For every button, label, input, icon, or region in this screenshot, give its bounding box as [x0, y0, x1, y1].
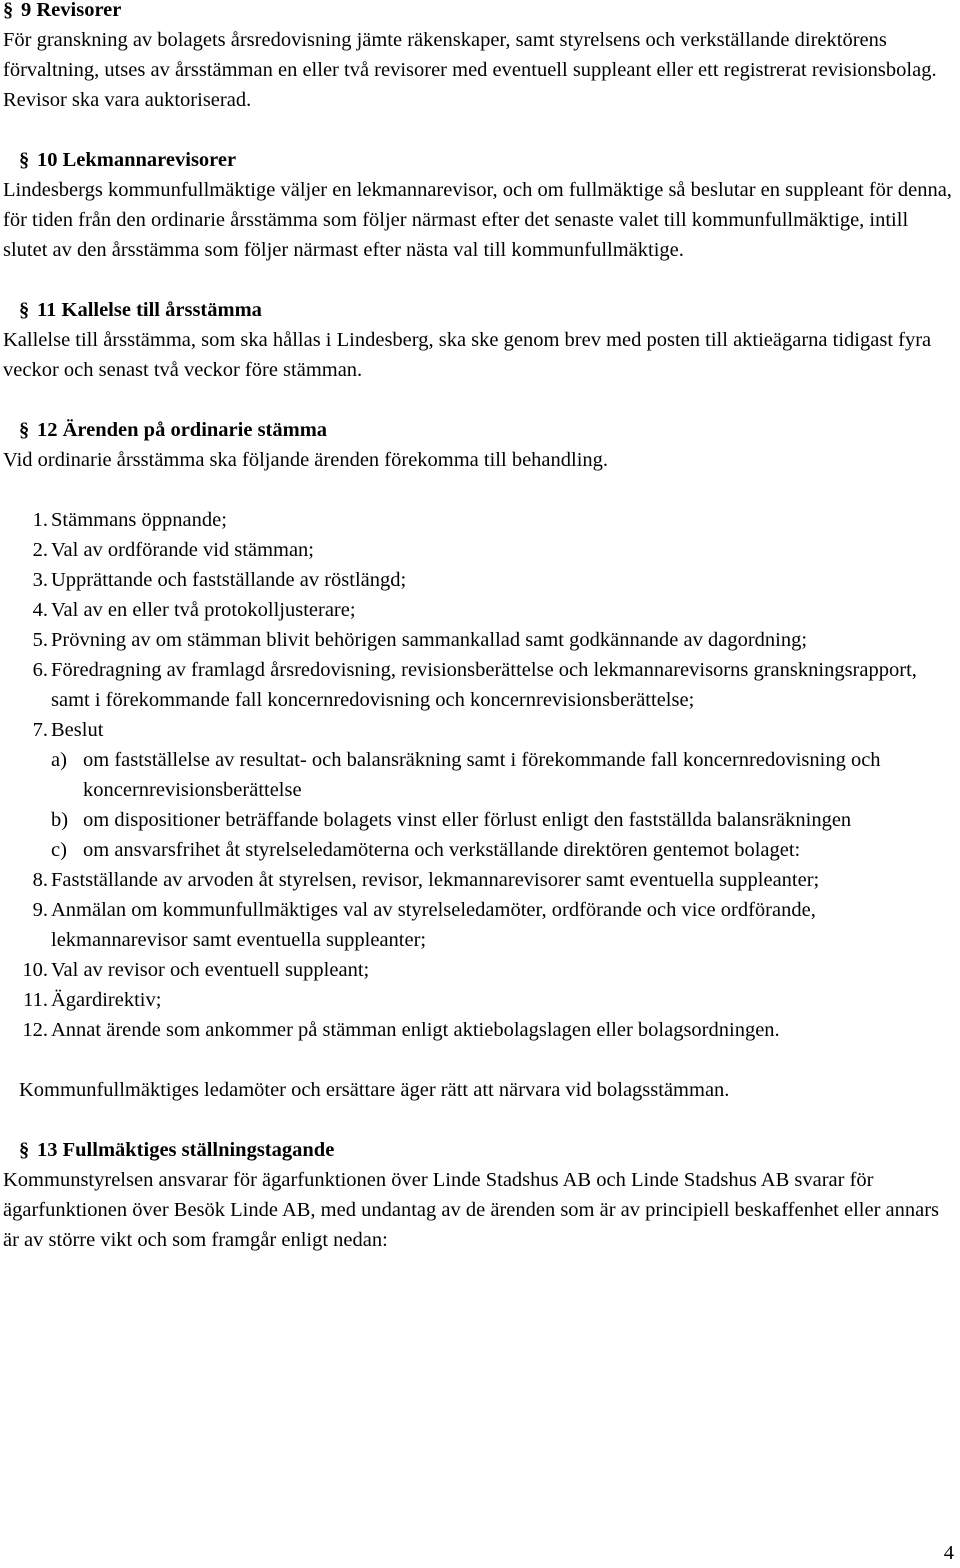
list-number: 2. — [32, 539, 48, 561]
list-text: Upprättande och fastställande av röstlängd; — [51, 569, 407, 591]
sub-list-item — [51, 805, 955, 835]
section-symbol: § — [19, 149, 30, 171]
section-title: 10 Lekmannarevisorer — [37, 149, 237, 171]
document-page — [3, 0, 955, 1255]
section-symbol: § — [19, 299, 30, 321]
section-13 — [3, 1135, 955, 1255]
list-number: 7. — [32, 719, 48, 741]
list-text: Ägardirektiv; — [51, 989, 162, 1011]
list-item — [3, 1015, 955, 1045]
section-heading — [3, 145, 955, 175]
list-number: 8. — [32, 869, 48, 891]
section-text: För granskning av bolagets årsredovisning jämte räkenskaper, samt styrelsens och verkställande direktörens förvaltning, utses av årsstämman en eller två revisorer med eventuell suppleant eller ett registrerat revisionsbolag. Revisor ska vara auktoriserad. — [3, 29, 937, 111]
list-number: 3. — [32, 569, 48, 591]
section-text: Vid ordinarie årsstämma ska följande ärenden förekomma till behandling. — [3, 449, 609, 471]
section-text: Kommunstyrelsen ansvarar för ägarfunktionen över Linde Stadshus AB och Linde Stadshus AB svarar för ägarfunktionen över Besök Linde AB, med undantag av de ärenden som är av principiell beskaffenhet eller annars är av större vikt och som framgår enligt nedan: — [3, 1169, 940, 1251]
sub-list-text: om ansvarsfrihet åt styrelseledamöterna och verkställande direktören gentemot bolaget: — [83, 839, 801, 861]
sub-list-letter: a) — [51, 749, 67, 771]
section-title: 13 Fullmäktiges ställningstagande — [37, 1139, 335, 1161]
section-heading — [3, 415, 955, 445]
list-number: 5. — [32, 629, 48, 651]
list-item — [3, 715, 955, 865]
list-item — [3, 955, 955, 985]
list-number: 4. — [32, 599, 48, 621]
list-item — [3, 625, 955, 655]
list-number: 11. — [23, 989, 48, 1011]
section-9 — [3, 0, 955, 115]
list-text: Föredragning av framlagd årsredovisning, revisionsberättelse och lekmannarevisorns granskningsrapport, samt i förekommande fall koncernredovisning och koncernrevisionsberättelse; — [51, 659, 917, 711]
list-text: Anmälan om kommunfullmäktiges val av styrelseledamöter, ordförande och vice ordförande, lekmannarevisor samt eventuella suppleanter; — [51, 899, 816, 951]
section-text: Kallelse till årsstämma, som ska hållas i Lindesberg, ska ske genom brev med posten till aktieägarna tidigast fyra veckor och senast två veckor före stämman. — [3, 329, 932, 381]
list-text: Val av en eller två protokolljusterare; — [51, 599, 356, 621]
list-text: Beslut — [51, 719, 104, 741]
section-symbol: § — [19, 1139, 30, 1161]
list-number: 12. — [22, 1019, 48, 1041]
list-item — [3, 985, 955, 1015]
list-text: Annat ärende som ankommer på stämman enligt aktiebolagslagen eller bolagsordningen. — [51, 1019, 780, 1041]
list-number: 1. — [32, 509, 48, 531]
section-heading — [3, 1135, 955, 1165]
list-item — [3, 895, 955, 955]
section-symbol: § — [3, 0, 14, 21]
section-title: 11 Kallelse till årsstämma — [37, 299, 262, 321]
sub-list-letter: c) — [51, 839, 67, 861]
section-symbol: § — [19, 419, 30, 441]
section-title: 12 Ärenden på ordinarie stämma — [37, 419, 328, 441]
list-item — [3, 865, 955, 895]
section-text: Lindesbergs kommunfullmäktige väljer en lekmannarevisor, och om fullmäktige så beslutar en suppleant för denna, för tiden från den ordinarie årsstämma som följer närmast efter det senaste valet till kommunfullmäktige, intill slutet av den årsstämma som följer närmast efter nästa val till kommunfullmäktige. — [3, 179, 952, 261]
list-text: Val av revisor och eventuell suppleant; — [51, 959, 370, 981]
section-heading — [3, 295, 955, 325]
list-number: 9. — [32, 899, 48, 921]
list-item-body — [48, 715, 955, 865]
list-text: Prövning av om stämman blivit behörigen sammankallad samt godkännande av dagordning; — [51, 629, 808, 651]
section-10 — [3, 145, 955, 265]
section-title: 9 Revisorer — [21, 0, 122, 21]
list-item — [3, 655, 955, 715]
list-text: Val av ordförande vid stämman; — [51, 539, 315, 561]
list-item — [3, 535, 955, 565]
list-item — [3, 595, 955, 625]
list-number: 10. — [22, 959, 48, 981]
attendance-note: Kommunfullmäktiges ledamöter och ersättare äger rätt att närvara vid bolagsstämman. — [19, 1079, 730, 1101]
sub-list-item — [51, 835, 955, 865]
list-text: Stämmans öppnande; — [51, 509, 227, 531]
section-heading — [3, 0, 955, 25]
page-number: 4 — [943, 1542, 954, 1564]
sub-list-text: om dispositioner beträffande bolagets vinst eller förlust enligt den fastställda balansräkningen — [83, 809, 852, 831]
sub-list-letter: b) — [51, 809, 69, 831]
section-11 — [3, 295, 955, 385]
sub-list — [51, 745, 955, 865]
sub-list-text: om fastställelse av resultat- och balansräkning samt i förekommande fall koncernredovisning och koncernrevisionsberättelse — [83, 749, 881, 801]
sub-list-item — [51, 745, 955, 805]
agenda-list — [3, 505, 955, 1045]
list-item — [3, 565, 955, 595]
list-number: 6. — [32, 659, 48, 681]
list-item — [3, 505, 955, 535]
section-12 — [3, 415, 955, 1105]
list-text: Fastställande av arvoden åt styrelsen, revisor, lekmannarevisorer samt eventuella suppleanter; — [51, 869, 820, 891]
